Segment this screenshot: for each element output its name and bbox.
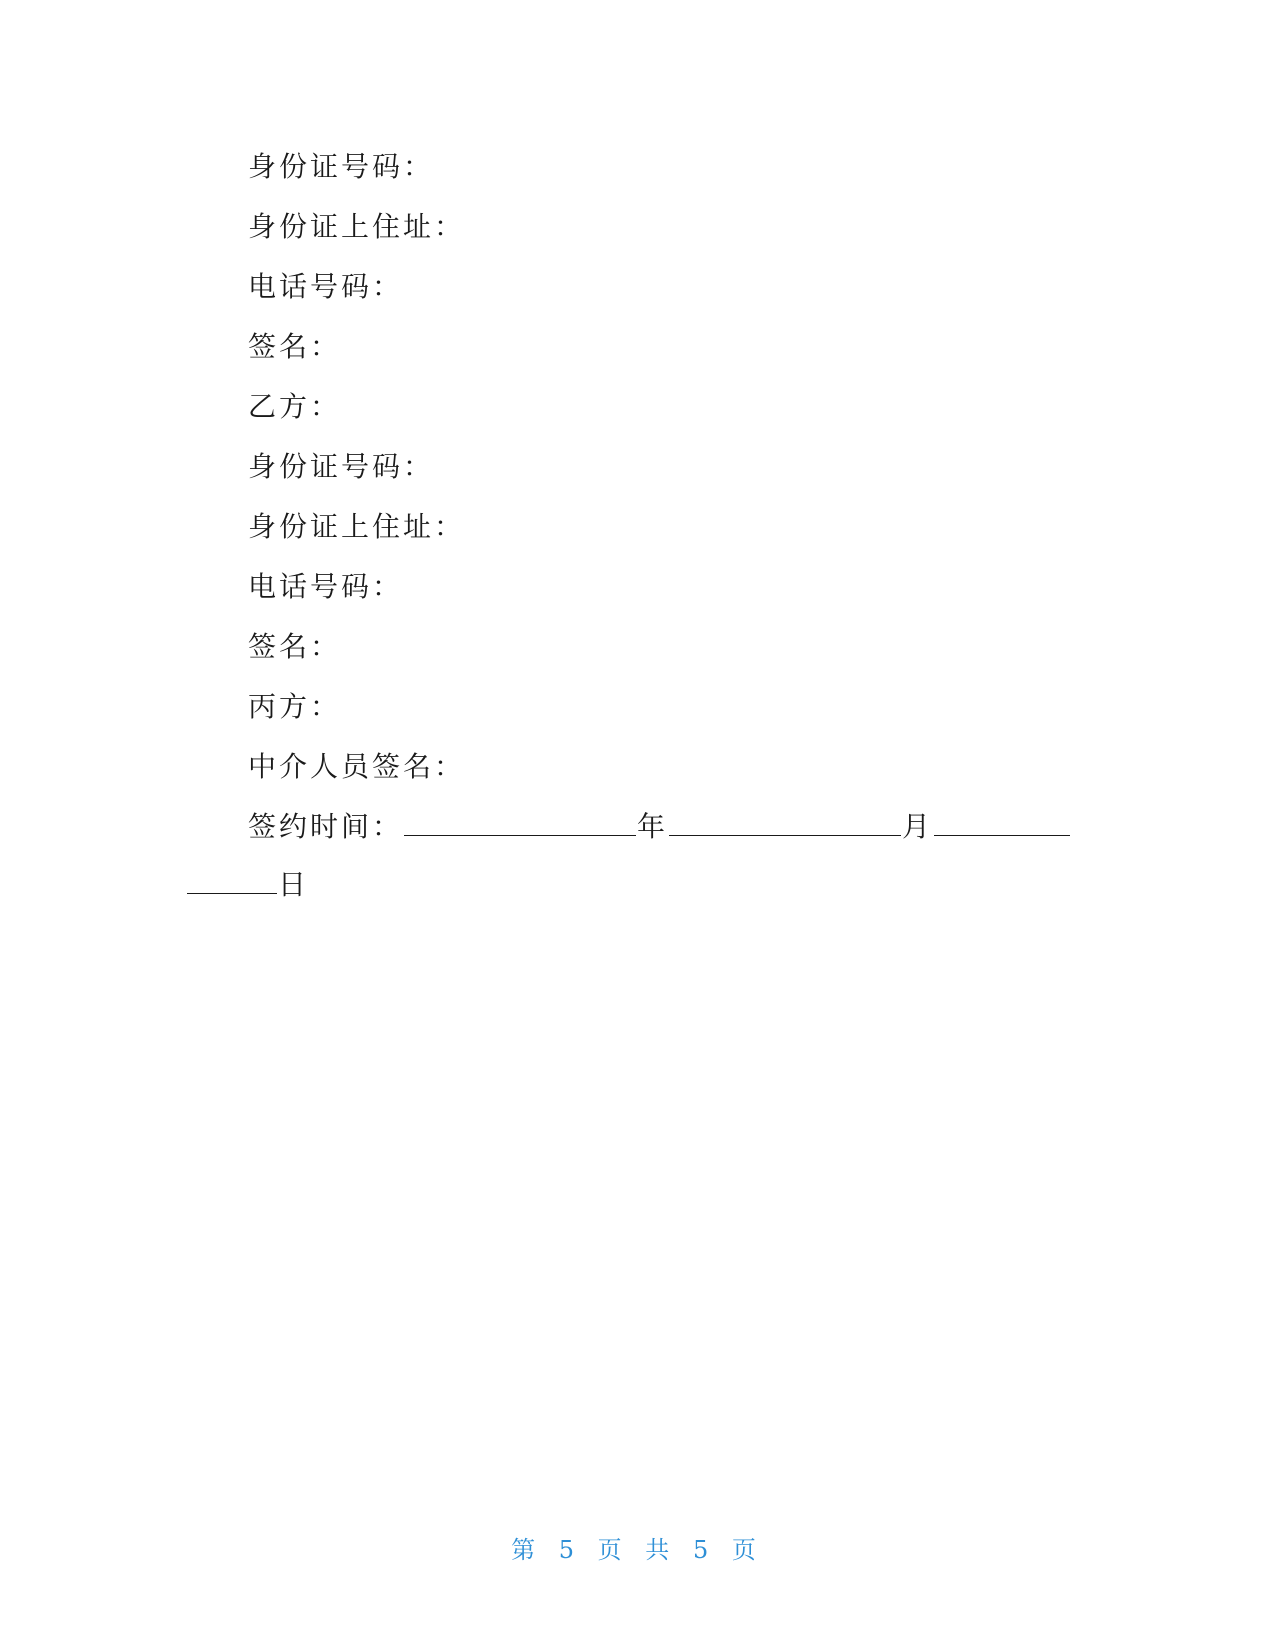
month-blank [669, 811, 901, 836]
agent-signature-label: 中介人员签名： [248, 750, 466, 783]
signing-date-continuation [186, 868, 309, 902]
party-c-heading: 丙方： [248, 690, 342, 723]
day-blank-start [934, 811, 1070, 836]
year-label: 年 [637, 810, 669, 843]
first-party-phone-label: 电话号码： [248, 270, 404, 303]
day-blank-end [187, 869, 277, 894]
year-blank [404, 811, 636, 836]
party-b-signature-label: 签名： [248, 630, 342, 663]
footer-total-pages: 5 [692, 1536, 717, 1564]
month-label: 月 [902, 810, 934, 843]
signing-date-label: 签约时间： [248, 810, 404, 843]
footer-current-page: 5 [558, 1536, 583, 1564]
footer-suffix: 页 [731, 1536, 764, 1564]
first-party-id-address-label: 身份证上住址： [248, 210, 466, 243]
party-b-id-address-label: 身份证上住址： [248, 510, 466, 543]
party-b-heading: 乙方： [248, 390, 342, 423]
party-b-phone-label: 电话号码： [248, 570, 404, 603]
first-party-signature-label: 签名： [248, 330, 342, 363]
footer-middle: 页 共 [597, 1536, 678, 1564]
page-footer [0, 1530, 1275, 1565]
first-party-id-number-label: 身份证号码： [248, 150, 435, 183]
footer-prefix: 第 [511, 1536, 544, 1564]
signing-date-line [248, 810, 1071, 844]
party-b-id-number-label: 身份证号码： [248, 450, 435, 483]
day-label: 日 [278, 868, 310, 901]
